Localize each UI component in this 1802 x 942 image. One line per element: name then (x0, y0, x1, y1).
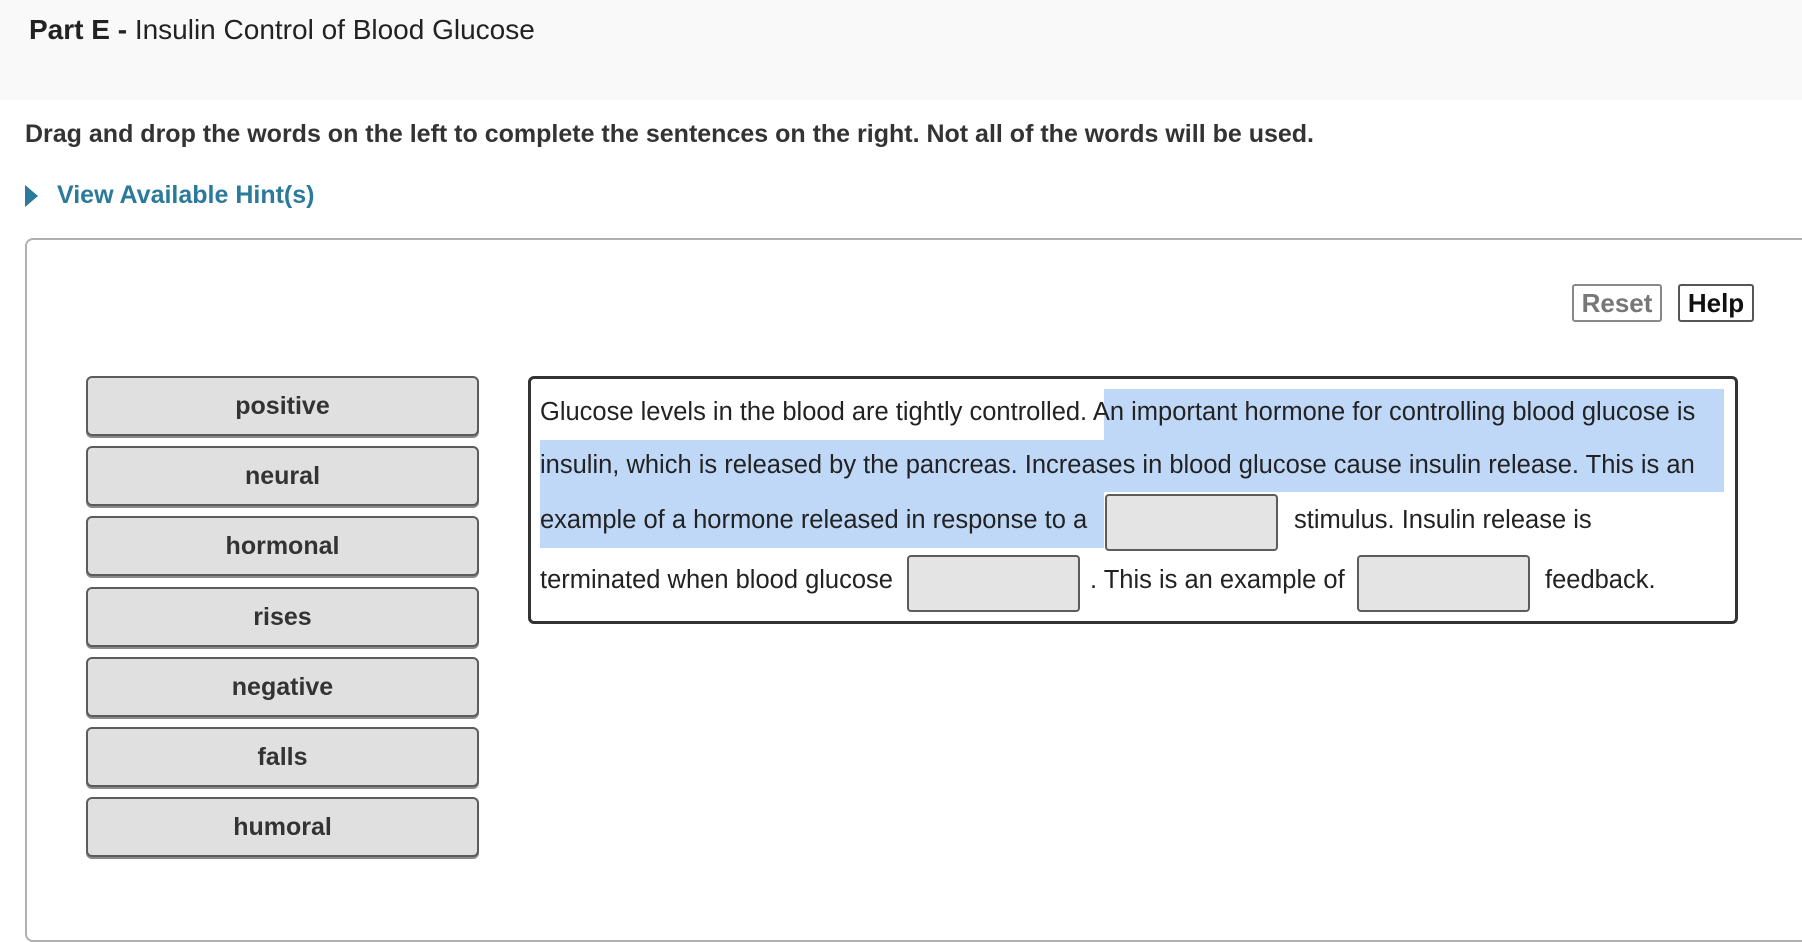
sentence-line-1 (540, 398, 1695, 427)
word-tile-neural[interactable]: neural (86, 446, 479, 506)
word-tile-negative[interactable]: negative (86, 657, 479, 717)
view-hints-link[interactable] (25, 181, 314, 210)
word-tile-positive[interactable]: positive (86, 376, 479, 436)
sentence-text-selected: An important hormone for controlling blood glucose is (1092, 398, 1696, 426)
word-tile-humoral[interactable]: humoral (86, 797, 479, 857)
sentence-line-4-middle: . This is an example of (1090, 566, 1345, 594)
drop-target-1[interactable] (1105, 494, 1278, 551)
part-label: Part E - (29, 14, 128, 45)
view-hints-label: View Available Hint(s) (57, 181, 315, 209)
sentence-line-4-end: feedback. (1545, 566, 1656, 594)
sentence-line-4-start: terminated when blood glucose (540, 566, 893, 594)
drop-target-2[interactable] (907, 555, 1080, 612)
word-tile-falls[interactable]: falls (86, 727, 479, 787)
sentence-line-3-end: stimulus. Insulin release is (1294, 506, 1592, 534)
sentence-line-3-start (540, 506, 1087, 535)
triangle-right-icon (25, 185, 38, 207)
part-header (0, 0, 1802, 100)
part-name: Insulin Control of Blood Glucose (134, 14, 535, 45)
word-tile-hormonal[interactable]: hormonal (86, 516, 479, 576)
sentence-text: Glucose levels in the blood are tightly controlled. (540, 398, 1093, 426)
sentence-text-selected: insulin, which is released by the pancreas. Increases in blood glucose cause insulin release. This is an (540, 451, 1695, 479)
sentence-line-2 (540, 451, 1695, 480)
help-button[interactable]: Help (1678, 284, 1754, 322)
reset-button[interactable]: Reset (1572, 284, 1662, 322)
part-title (29, 14, 535, 46)
instructions-text: Drag and drop the words on the left to complete the sentences on the right. Not all of the words will be used. (25, 120, 1315, 148)
drop-target-3[interactable] (1357, 555, 1530, 612)
sentence-text-selected: example of a hormone released in response to a (540, 506, 1088, 534)
word-tile-rises[interactable]: rises (86, 587, 479, 647)
